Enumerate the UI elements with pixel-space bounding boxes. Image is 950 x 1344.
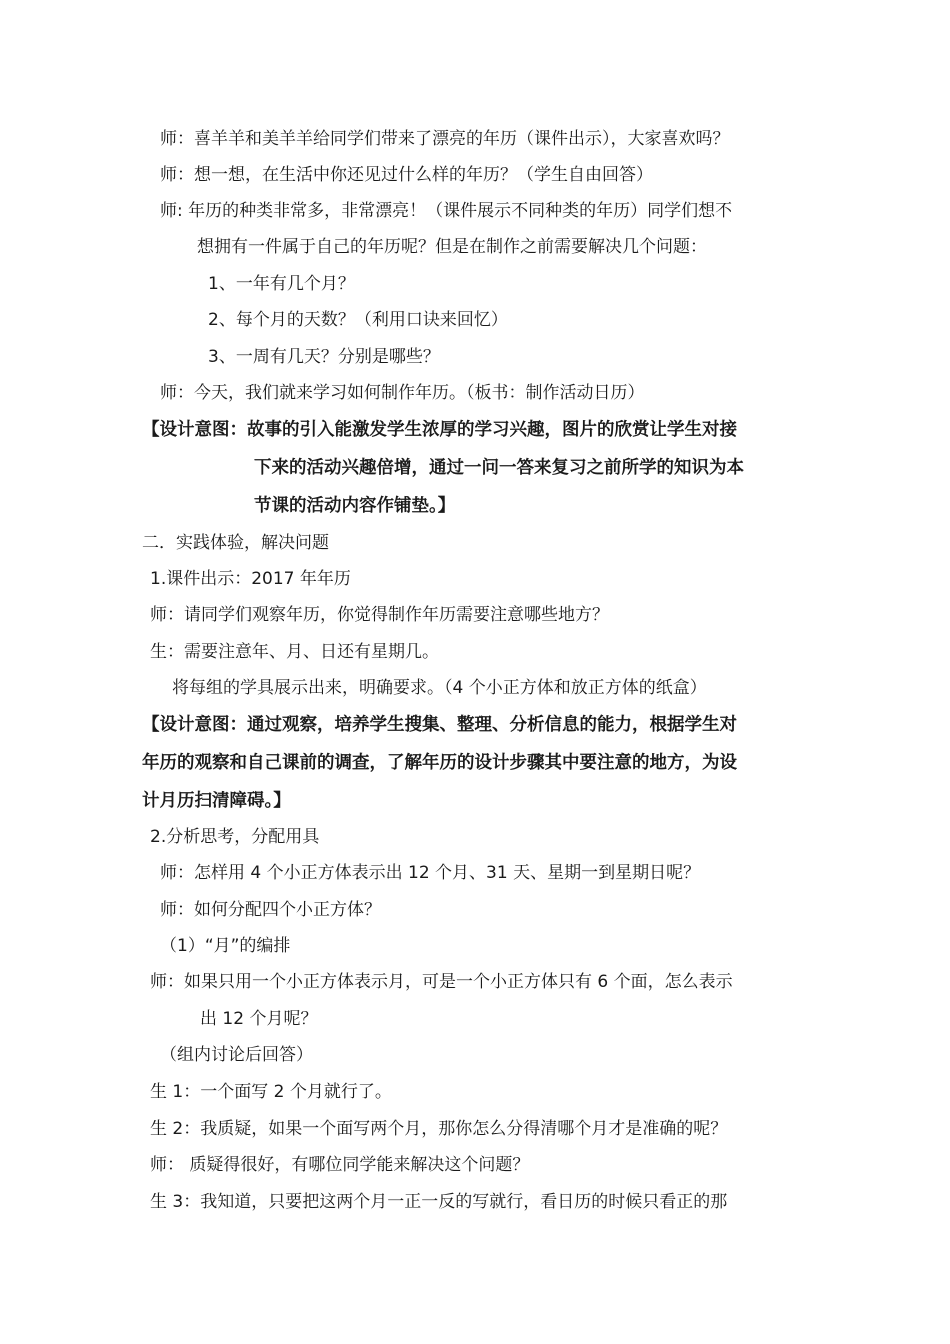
text-line: 想拥有一件属于自己的年历呢？但是在制作之前需要解决几个问题： xyxy=(197,237,707,257)
text-line: 生：需要注意年、月、日还有星期几。 xyxy=(150,642,439,662)
text-line: 出 12 个月呢？ xyxy=(200,1009,318,1029)
text-line: 师： 质疑得很好，有哪位同学能来解决这个问题？ xyxy=(150,1155,530,1175)
design-intent-note: 计月历扫清障碍。】 xyxy=(142,791,291,811)
design-intent-note: 【设计意图：故事的引入能激发学生浓厚的学习兴趣，图片的欣赏让学生对接 xyxy=(142,420,737,440)
text-line: （组内讨论后回答） xyxy=(160,1045,313,1065)
list-item: 2、每个月的天数？（利用口诀来回忆） xyxy=(208,310,508,330)
list-item: 3、一周有几天？分别是哪些？ xyxy=(208,347,440,367)
text-line: 生 3：我知道，只要把这两个月一正一反的写就行，看日历的时候只看正的那 xyxy=(150,1192,728,1212)
design-intent-note: 下来的活动兴趣倍增，通过一问一答来复习之前所学的知识为本 xyxy=(254,458,744,478)
design-intent-note: 年历的观察和自己课前的调查，了解年历的设计步骤其中要注意的地方，为设 xyxy=(142,753,737,773)
text-line: 生 2：我质疑，如果一个面写两个月，那你怎么分得清哪个月才是准确的呢？ xyxy=(150,1119,728,1139)
text-line: 师：想一想，在生活中你还见过什么样的年历？（学生自由回答） xyxy=(160,165,653,185)
text-line: 师：今天，我们就来学习如何制作年历。（板书：制作活动日历） xyxy=(160,383,645,403)
list-item: 1、一年有几个月？ xyxy=(208,274,355,294)
subsection-heading: 2.分析思考，分配用具 xyxy=(150,827,320,847)
section-heading: 二．实践体验，解决问题 xyxy=(142,533,329,553)
design-intent-note: 节课的活动内容作铺垫。】 xyxy=(254,496,456,516)
text-line: 师：如何分配四个小正方体？ xyxy=(160,900,381,920)
text-line: 师：喜羊羊和美羊羊给同学们带来了漂亮的年历（课件出示），大家喜欢吗？ xyxy=(160,129,730,149)
text-line: 生 1：一个面写 2 个月就行了。 xyxy=(150,1082,392,1102)
text-line: 师: 年历的种类非常多，非常漂亮！（课件展示不同种类的年历）同学们想不 xyxy=(160,201,733,221)
text-line: 将每组的学具展示出来，明确要求。（4 个小正方体和放正方体的纸盒） xyxy=(172,678,707,698)
subsection-heading: 1.课件出示：2017 年年历 xyxy=(150,569,351,589)
design-intent-note: 【设计意图：通过观察，培养学生搜集、整理、分析信息的能力，根据学生对 xyxy=(142,715,737,735)
text-line: 师：如果只用一个小正方体表示月，可是一个小正方体只有 6 个面，怎么表示 xyxy=(150,972,733,992)
text-line: 师：请同学们观察年历，你觉得制作年历需要注意哪些地方？ xyxy=(150,605,609,625)
text-line: 师：怎样用 4 个小正方体表示出 12 个月、31 天、星期一到星期日呢？ xyxy=(160,863,701,883)
subsection-heading: （1）“月”的编排 xyxy=(160,936,291,956)
